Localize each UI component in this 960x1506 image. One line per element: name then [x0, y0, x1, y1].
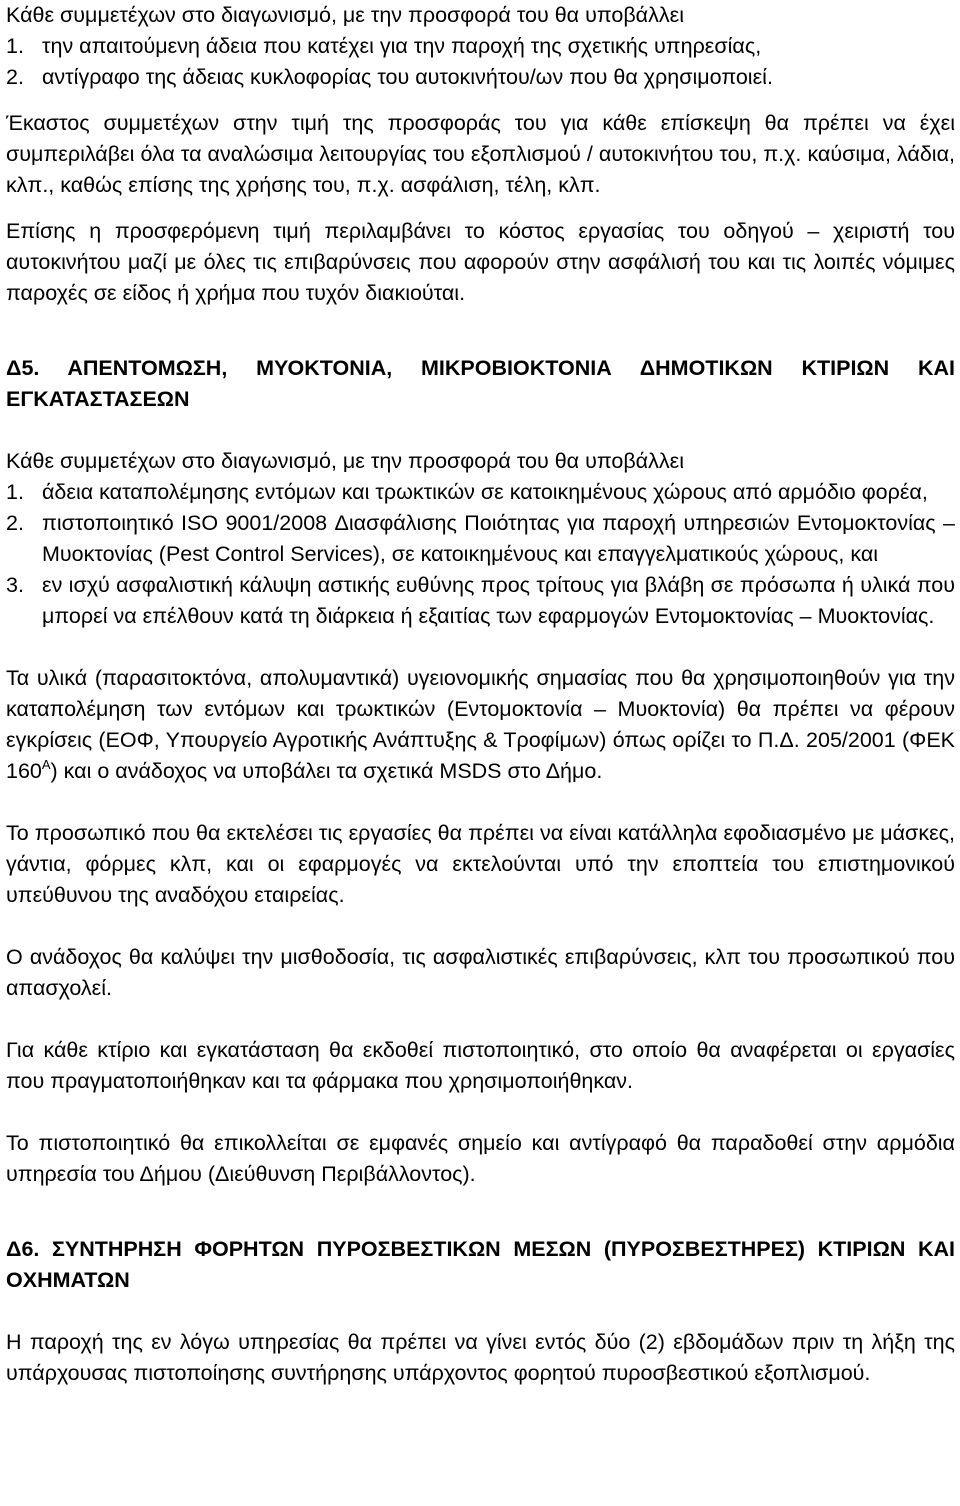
block1-intro: Κάθε συμμετέχων στο διαγωνισμό, με την προσφορά του θα υποβάλλει [6, 3, 684, 27]
paragraph-price-inclusions: Έκαστος συμμετέχων στην τιμή της προσφοράς του για κάθε επίσκεψη θα πρέπει να έχει συμπεριλάβει όλα τα αναλώσιμα λειτουργίας του εξοπλισμού / αυτοκινήτου του, π.χ. καύσιμα, λάδια, κλπ., καθώς επίσης της χρήσης του, π.χ. ασφάλιση, τέλη, κλπ. [6, 111, 955, 197]
list-item [6, 508, 955, 570]
section-5-intro: Κάθε συμμετέχων στο διαγωνισμό, με την προσφορά του θα υποβάλλει [6, 449, 684, 473]
list-item [6, 570, 955, 632]
section-5-heading: Δ5. ΑΠΕΝΤΟΜΩΣΗ, ΜΥΟΚΤΟΝΙΑ, ΜΙΚΡΟΒΙΟΚΤΟΝΙΑ ΔΗΜΟΤΙΚΩΝ ΚΤΙΡΙΩΝ ΚΑΙ ΕΓΚΑΤΑΣΤΑΣΕΩΝ [6, 356, 955, 411]
block1-list [6, 31, 955, 93]
paragraph-materials [6, 663, 955, 787]
paragraph-certificate: Για κάθε κτίριο και εγκατάσταση θα εκδοθεί πιστοποιητικό, στο οποίο θα αναφέρεται οι εργασίες που πραγματοποιήθηκαν και τα φάρμακα που χρησιμοποιήθηκαν. [6, 1038, 955, 1093]
list-item-number: 1. [6, 480, 24, 504]
list-item [6, 477, 955, 508]
list-item-number: 3. [6, 573, 24, 597]
list-item [6, 62, 955, 93]
materials-text-after: ) και ο ανάδοχος να υποβάλει τα σχετικά MSDS στο Δήμο. [50, 759, 603, 783]
materials-text-before: Τα υλικά (παρασιτοκτόνα, απολυμαντικά) υγειονομικής σημασίας που θα χρησιμοποιηθούν για την καταπολέμηση των εντόμων και τρωκτικών (Εντομοκτονία – Μυοκτονία) θα πρέπει να φέρουν εγκρίσεις (ΕΟΦ, Υπουργείο Αγροτικής Ανάπτυξης & Τροφίμων) όπως ορίζει το Π.Δ. 205/2001 (ΦΕΚ 160 [6, 666, 955, 783]
list-item-text: εν ισχύ ασφαλιστική κάλυψη αστικής ευθύνης προς τρίτους για βλάβη σε πρόσωπα ή υλικά που μπορεί να επέλθουν κατά τη διάρκεια ή εξαιτίας των εφαρμογών Εντομοκτονίας – Μυοκτονίας. [42, 573, 955, 628]
paragraph-payroll: Ο ανάδοχος θα καλύψει την μισθοδοσία, τις ασφαλιστικές επιβαρύνσεις, κλπ του προσωπικού που απασχολεί. [6, 945, 955, 1000]
paragraph-staff: Το προσωπικό που θα εκτελέσει τις εργασίες θα πρέπει να είναι κατάλληλα εφοδιασμένο με μάσκες, γάντια, φόρμες κλπ, και οι εφαρμογές να εκτελούνται υπό την εποπτεία του επιστημονικού υπεύθυνου της αναδόχου εταιρείας. [6, 821, 955, 907]
section-5-list [6, 477, 955, 632]
list-item-text: την απαιτούμενη άδεια που κατέχει για την παροχή της σχετικής υπηρεσίας, [42, 34, 762, 58]
section-6-text: Η παροχή της εν λόγω υπηρεσίας θα πρέπει να γίνει εντός δύο (2) εβδομάδων πριν τη λήξη της υπάρχουσας πιστοποίησης συντήρησης υπάρχοντος φορητού πυροσβεστικού εξοπλισμού. [6, 1330, 955, 1385]
list-item-number: 1. [6, 34, 24, 58]
section-6-heading: Δ6. ΣΥΝΤΗΡΗΣΗ ΦΟΡΗΤΩΝ ΠΥΡΟΣΒΕΣΤΙΚΩΝ ΜΕΣΩΝ (ΠΥΡΟΣΒΕΣΤΗΡΕΣ) ΚΤΙΡΙΩΝ ΚΑΙ ΟΧΗΜΑΤΩΝ [6, 1237, 955, 1292]
paragraph-posting: Το πιστοποιητικό θα επικολλείται σε εμφανές σημείο και αντίγραφό θα παραδοθεί στην αρμόδια υπηρεσία του Δήμου (Διεύθυνση Περιβάλλοντος). [6, 1131, 955, 1186]
materials-superscript: Α [41, 757, 51, 772]
list-item-text: άδεια καταπολέμησης εντόμων και τρωκτικών σε κατοικημένους χώρους από αρμόδιο φορέα, [42, 480, 928, 504]
list-item-number: 2. [6, 65, 24, 89]
paragraph-driver-cost: Επίσης η προσφερόμενη τιμή περιλαμβάνει το κόστος εργασίας του οδηγού – χειριστή του αυτοκινήτου μαζί με όλες τις επιβαρύνσεις που αφορούν στην ασφάλισή του και τις λοιπές νόμιμες παροχές σε είδος ή χρήμα που τυχόν διακιούται. [6, 219, 955, 305]
list-item [6, 31, 955, 62]
list-item-text: πιστοποιητικό ISO 9001/2008 Διασφάλισης Ποιότητας για παροχή υπηρεσιών Εντομοκτονίας – Μυοκτονίας (Pest Control Services), σε κατοικημένους και επαγγελματικούς χώρους, και [42, 511, 955, 566]
list-item-number: 2. [6, 511, 24, 535]
list-item-text: αντίγραφο της άδειας κυκλοφορίας του αυτοκινήτου/ων που θα χρησιμοποιεί. [42, 65, 773, 89]
